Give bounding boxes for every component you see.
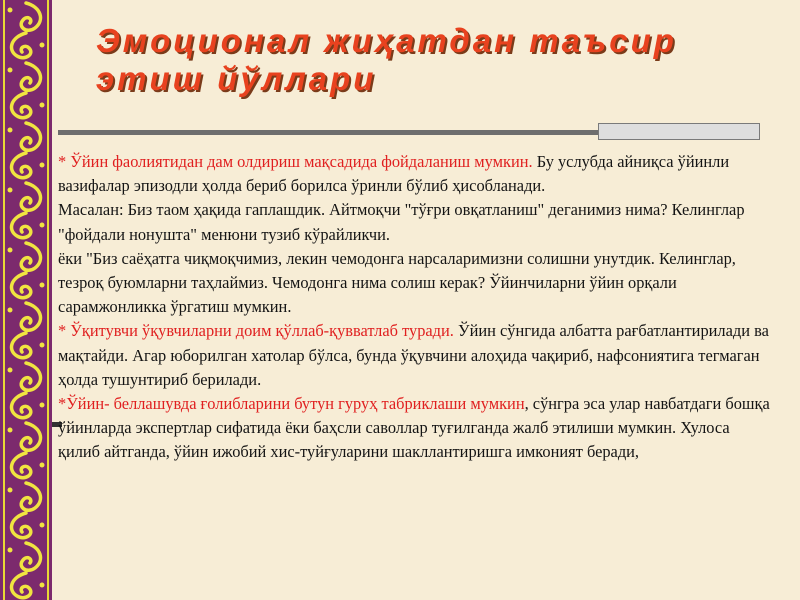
paragraph bbox=[58, 392, 774, 465]
slide-title bbox=[96, 22, 677, 98]
decorative-border bbox=[0, 0, 52, 600]
paragraph bbox=[58, 319, 774, 392]
paragraph-text: ёки "Биз саёҳатга чиқмоқчимиз, лекин чемодонга нарсаларимизни солишни унутдик. Келинглар, тезроқ буюмларни таҳлаймиз. Чемодонга нима солиш керак? Ўйинчиларни ўйин орқали сарамжонликка ўргатиш мумкин. bbox=[58, 248, 736, 317]
paragraph-text: , сўнгра эса улар навбатдаги бошқа ўйинларда экспертлар сифатида ёки баҳсли саволлар туғилганда жалб этилиши мумкин. Хулоса қилиб айтганда, ўйин ижобий хис-туйғуларини шакллантиришга имконият беради, bbox=[58, 394, 770, 462]
highlight-text: * Ўқитувчи ўқувчиларни доим қўллаб-қувватлаб туради. bbox=[58, 321, 454, 341]
paragraph-text: Масалан: Биз таом ҳақида гаплашдик. Айтмоқчи "тўғри овқатланиш" деганимиз нима? Келинглар "фойдали нонушта" менюни тузиб кўрайликчи. bbox=[58, 200, 745, 244]
divider-box bbox=[598, 123, 760, 140]
title-line-2: этиш йўллари bbox=[96, 60, 377, 97]
paragraph-text: Бу услубда айниқса ўйинли вазифалар эпизодли ҳолда бериб борилса ўринли бўлиб ҳисобланади. bbox=[58, 152, 730, 196]
paragraph-text: Ўйин сўнгида албатта рағбатлантирилади ва мақтайди. Агар юборилган хатолар бўлса, бунда ўқувчини алоҳида чақириб, нафсониятига тегмаган ҳолда тушунтириб берилади. bbox=[58, 321, 769, 389]
title-line-1: Эмоционал жиҳатдан таъсир bbox=[96, 22, 677, 59]
paragraph bbox=[58, 150, 774, 198]
body-text bbox=[58, 150, 774, 465]
highlight-text: *Ўйин- беллашувда ғолибларини бутун гуруҳ табриклаши мумкин bbox=[58, 394, 525, 414]
highlight-text: * Ўйин фаолиятидан дам олдириш мақсадида фойдаланиш мумкин. bbox=[58, 152, 533, 171]
paragraph bbox=[58, 198, 774, 246]
paragraph bbox=[58, 247, 774, 320]
